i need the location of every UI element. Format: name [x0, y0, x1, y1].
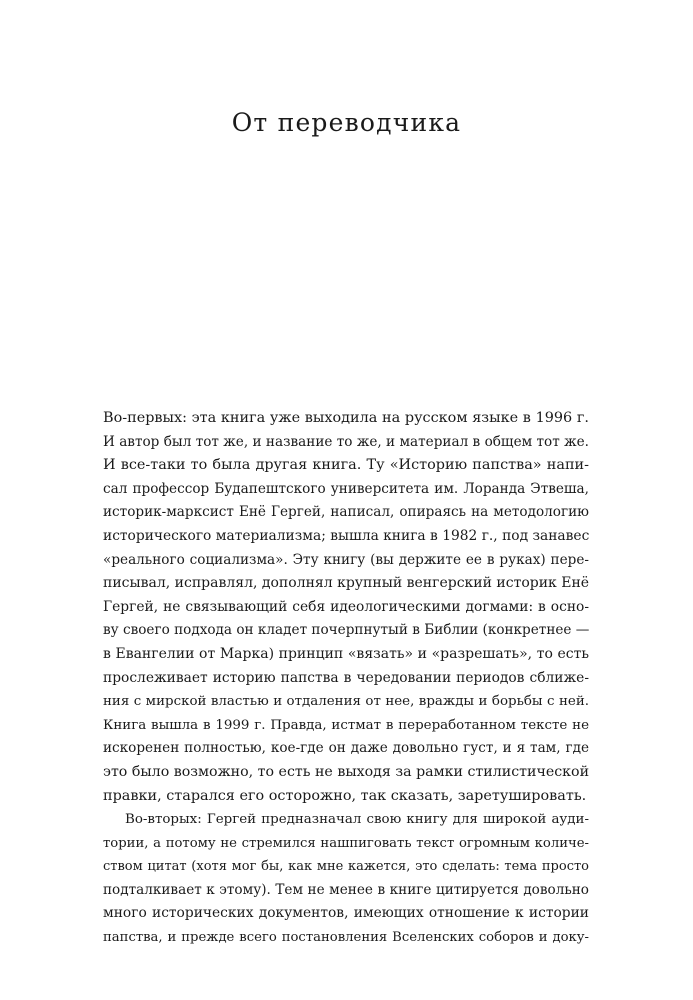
- text-line: сал профессор Будапештского университета им. Лоранда Этвеша,: [103, 480, 589, 497]
- text-line: исторического материализма; вышла книга в 1982 г., под занавес: [103, 527, 589, 544]
- text-line: искоренен полностью, кое-где он даже довольно густ, и я там, где: [103, 740, 589, 757]
- text-line: прослеживает историю папства в чередовании периодов сближе-: [103, 669, 589, 686]
- text-line: Книга вышла в 1999 г. Правда, истмат в переработанном тексте не: [103, 717, 589, 733]
- text-line: тории, а потому не стремился нашпиговать текст огромным количе-: [103, 835, 589, 851]
- text-line: подталкивает к этому). Тем не менее в книге цитируется довольно: [103, 881, 589, 898]
- text-line: Во-первых: эта книга уже выходила на русском языке в 1996 г.: [103, 410, 589, 426]
- text-line: ву своего подхода он кладет почерпнутый в Библии (конкретнее —: [103, 622, 589, 639]
- text-line: много исторических документов, имеющих отношение к истории: [103, 905, 589, 922]
- text-line: в Евангелии от Марка) принцип «вязать» и «разрешать», то есть: [103, 645, 589, 662]
- text-line: ством цитат (хотя мог бы, как мне кажется, это сделать: тема просто: [103, 859, 589, 875]
- text-line: И все-таки то была другая книга. Ту «Историю папства» напи-: [103, 457, 589, 474]
- text-line: правки, старался его осторожно, так сказать, заретушировать.: [103, 787, 587, 804]
- text-line: Гергей, не связывающий себя идеологическими догмами: в осно-: [103, 598, 589, 615]
- text-line: «реального социализма». Эту книгу (вы держите ее в руках) пере-: [103, 551, 589, 568]
- text-line: историк-марксист Енё Гергей, написал, опираясь на методологию: [103, 504, 589, 521]
- body-text: [103, 407, 589, 950]
- text-line: папства, и прежде всего постановления Вселенских соборов и доку-: [103, 930, 589, 946]
- text-line: писывал, исправлял, дополнял крупный венгерский историк Енё: [103, 575, 589, 592]
- text-line: это было возможно, то есть не выходя за рамки стилистической: [103, 763, 589, 780]
- text-line: ния с мирской властью и отдаления от нее, вражды и борьбы с ней.: [103, 694, 589, 710]
- text-line: Во-вторых: Гергей предназначал свою книгу для широкой ауди-: [125, 812, 589, 828]
- chapter-title: От переводчика: [231, 108, 462, 137]
- text-line: И автор был тот же, и название то же, и материал в общем тот же.: [103, 433, 589, 450]
